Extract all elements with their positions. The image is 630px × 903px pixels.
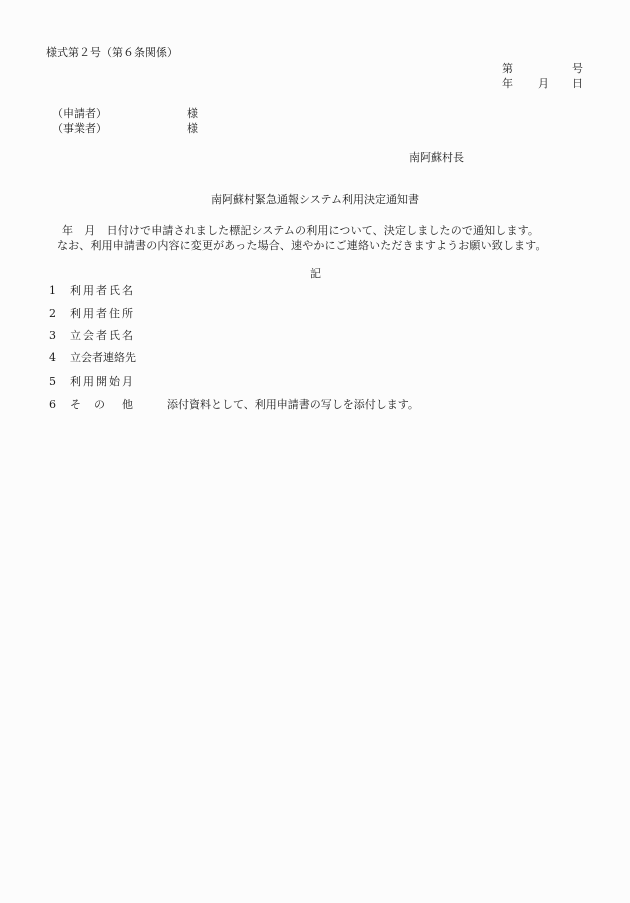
item-label: 利用開始月 [70, 375, 135, 388]
item-label-part: の [94, 398, 105, 411]
document-title: 南阿蘇村緊急通報システム利用決定通知書 [211, 193, 419, 206]
addressee-honorific: 様 [187, 107, 198, 120]
date-month: 月 [538, 77, 549, 90]
item-number: 2 [49, 307, 56, 320]
item-number: 3 [49, 329, 56, 342]
item-label: 利用者氏名 [70, 284, 135, 297]
form-number: 様式第２号（第６条関係） [46, 46, 178, 59]
item-number: 5 [49, 375, 56, 388]
doc-number-prefix: 第 [502, 62, 513, 75]
addressee-applicant [52, 107, 198, 120]
ki-heading: 記 [310, 267, 321, 280]
body-paragraph-2: なお、利用申請書の内容に変更があった場合、速やかにご連絡いただきますようお願い致します。 [57, 239, 547, 252]
date-day: 日 [572, 77, 583, 90]
item-label-part: そ [70, 398, 81, 411]
date-year: 年 [502, 77, 513, 90]
item-number: 6 [49, 398, 56, 411]
doc-number-suffix: 号 [572, 62, 583, 75]
item-value: 添付資料として、利用申請書の写しを添付します。 [167, 398, 419, 411]
addressee-honorific: 様 [187, 122, 198, 135]
item-label: 立会者氏名 [70, 329, 135, 342]
addressee-operator [52, 122, 198, 135]
item-label: 立会者連絡先 [70, 351, 136, 364]
issuer-name: 南阿蘇村長 [409, 151, 464, 164]
addressee-role: （事業者） [52, 122, 107, 135]
body-paragraph-1: 年 月 日付けで申請されました標記システムの利用について、決定しましたので通知します。 [62, 224, 540, 237]
addressee-role: （申請者） [52, 107, 107, 120]
item-number: 4 [49, 351, 56, 364]
item-label: 利用者住所 [70, 307, 135, 320]
item-label-part: 他 [122, 398, 133, 411]
item-number: 1 [49, 284, 56, 297]
